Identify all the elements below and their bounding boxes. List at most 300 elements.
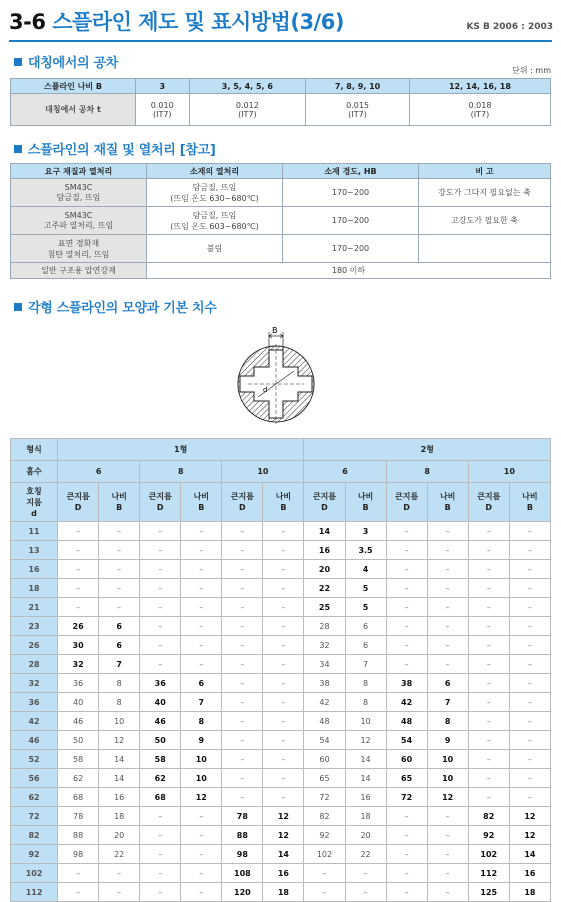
table-cell: 68 <box>58 788 99 807</box>
label-line: d <box>31 508 37 518</box>
table-cell: 4 <box>345 560 386 579</box>
cell-text: (뜨임 온도 603~680℃) <box>170 221 259 231</box>
table-cell: – <box>468 674 509 693</box>
label-line: B <box>198 503 205 512</box>
table-cell: 62 <box>58 769 99 788</box>
table-cell: 72 <box>386 788 427 807</box>
label-line: 나비 <box>357 492 374 501</box>
nominal-diameter-cell: 92 <box>11 845 58 864</box>
table-cell: 68 <box>140 788 181 807</box>
table-cell: – <box>263 560 304 579</box>
major-diameter-header <box>304 483 345 522</box>
label-line: D <box>239 503 246 512</box>
table-row <box>11 560 551 579</box>
label-line: D <box>74 503 82 512</box>
table-cell: – <box>140 826 181 845</box>
count-header: 8 <box>386 461 468 483</box>
tolerance-value: 0.015 <box>346 100 370 110</box>
cell-text: 담금질, 뜨임 <box>192 182 237 192</box>
table-cell: 98 <box>222 845 263 864</box>
table-row <box>11 826 551 845</box>
table-cell: 38 <box>386 674 427 693</box>
table-cell: – <box>468 788 509 807</box>
table-cell: – <box>263 674 304 693</box>
table-cell: 6 <box>345 617 386 636</box>
table-cell: – <box>181 579 222 598</box>
table-cell: 40 <box>58 693 99 712</box>
table-cell: 12 <box>99 731 140 750</box>
table-cell: – <box>509 731 550 750</box>
table-cell: – <box>468 579 509 598</box>
header-cell: 요구 재질과 열처리 <box>11 164 147 179</box>
table-cell: – <box>263 617 304 636</box>
table-cell: – <box>468 655 509 674</box>
tolerance-value: 0.018 <box>468 100 492 110</box>
table-cell: – <box>58 579 99 598</box>
cell-text: 침탄 열처리, 뜨임 <box>47 249 110 259</box>
table-cell: 65 <box>386 769 427 788</box>
table-row <box>11 674 551 693</box>
table-cell: 28 <box>304 617 345 636</box>
table-cell: 10 <box>181 769 222 788</box>
table-cell: – <box>181 883 222 902</box>
nominal-diameter-cell: 21 <box>11 598 58 617</box>
nominal-diameter-cell: 36 <box>11 693 58 712</box>
table-cell: – <box>386 807 427 826</box>
diameter-label: d <box>263 386 268 394</box>
table-cell: – <box>386 598 427 617</box>
table-cell: 58 <box>140 750 181 769</box>
table-cell: – <box>99 864 140 883</box>
table-cell: 170~200 <box>283 235 419 263</box>
table-cell: 12 <box>263 826 304 845</box>
tolerance-value: 0.012 <box>235 100 259 110</box>
table-row <box>11 235 551 263</box>
table-cell: – <box>140 541 181 560</box>
table-cell: 고강도가 필요한 축 <box>419 207 551 235</box>
table-cell: 98 <box>58 845 99 864</box>
table-cell: – <box>304 883 345 902</box>
table-cell <box>147 179 283 207</box>
table-cell: 170~200 <box>283 207 419 235</box>
table-cell: – <box>509 674 550 693</box>
table-cell: 22 <box>99 845 140 864</box>
table-cell: – <box>427 883 468 902</box>
table-cell: – <box>386 617 427 636</box>
table-cell: – <box>468 712 509 731</box>
table-cell: – <box>181 655 222 674</box>
table-cell: 9 <box>427 731 468 750</box>
table-cell: 38 <box>304 674 345 693</box>
table-cell: – <box>222 788 263 807</box>
nominal-diameter-cell: 28 <box>11 655 58 674</box>
label-line: D <box>403 503 410 512</box>
table-cell: – <box>181 807 222 826</box>
table-cell: – <box>222 769 263 788</box>
header-cell: 소재 경도, HB <box>283 164 419 179</box>
table-cell: 6 <box>99 636 140 655</box>
table-cell: 8 <box>427 712 468 731</box>
section-heading-text: 대칭에서의 공차 <box>28 56 119 71</box>
table-cell: – <box>58 598 99 617</box>
table-cell: – <box>509 788 550 807</box>
table-row <box>11 693 551 712</box>
table-row <box>11 164 551 179</box>
table-cell: 6 <box>345 636 386 655</box>
cell-text: 표면 경화재 <box>57 238 100 248</box>
count-header: 8 <box>140 461 222 483</box>
table-cell: – <box>263 598 304 617</box>
table-cell: 32 <box>304 636 345 655</box>
table-cell: – <box>509 560 550 579</box>
table-cell: 12 <box>509 826 550 845</box>
table-cell: – <box>263 636 304 655</box>
table-cell: – <box>427 598 468 617</box>
table-cell: – <box>140 807 181 826</box>
table-cell: – <box>99 579 140 598</box>
table-cell: 34 <box>304 655 345 674</box>
table-cell: 12 <box>427 788 468 807</box>
table-cell: 120 <box>222 883 263 902</box>
label-line: B <box>116 503 123 512</box>
table-cell: 6 <box>99 617 140 636</box>
table-cell: 78 <box>222 807 263 826</box>
table-cell: – <box>222 750 263 769</box>
section-heading-dimensions <box>14 297 217 316</box>
type1-header: 1형 <box>58 439 304 461</box>
square-bullet-icon <box>14 58 22 66</box>
table-cell: – <box>427 655 468 674</box>
table-cell: – <box>263 731 304 750</box>
table-cell: 불림 <box>147 235 283 263</box>
table-cell: – <box>386 522 427 541</box>
table-cell: 42 <box>304 693 345 712</box>
header-cell: 7, 8, 9, 10 <box>306 79 410 94</box>
table-cell: – <box>386 636 427 655</box>
label-line: 큰지름 <box>312 492 337 501</box>
table-cell: 46 <box>58 712 99 731</box>
table-cell: – <box>222 598 263 617</box>
table-cell: – <box>468 541 509 560</box>
table-cell: 강도가 그다지 필요없는 축 <box>419 179 551 207</box>
header-cell: 스플라인 나비 B <box>11 79 136 94</box>
table-cell: 5 <box>345 598 386 617</box>
table-cell: 18 <box>99 807 140 826</box>
table-cell: 16 <box>345 788 386 807</box>
table-cell: 58 <box>58 750 99 769</box>
table-cell: 60 <box>386 750 427 769</box>
table-cell: – <box>140 655 181 674</box>
table-cell: – <box>263 712 304 731</box>
table-cell: – <box>263 750 304 769</box>
label-line: D <box>485 503 493 512</box>
table-cell: 108 <box>222 864 263 883</box>
table-cell: 42 <box>386 693 427 712</box>
table-cell: 112 <box>468 864 509 883</box>
table-cell: – <box>263 579 304 598</box>
table-cell: – <box>468 731 509 750</box>
table-cell: 20 <box>304 560 345 579</box>
header-cell: 3, 5, 4, 5, 6 <box>189 79 306 94</box>
square-bullet-icon <box>14 145 22 153</box>
table-cell: – <box>386 560 427 579</box>
cell-text: SM43C <box>64 210 93 220</box>
label-line: 큰지름 <box>230 492 254 501</box>
table-cell: – <box>386 883 427 902</box>
table-row <box>11 712 551 731</box>
label-line: 지름 <box>26 497 42 507</box>
table-cell: 36 <box>58 674 99 693</box>
table-cell: – <box>345 864 386 883</box>
nominal-diameter-cell: 112 <box>11 883 58 902</box>
table-cell: 12 <box>181 788 222 807</box>
table-cell: 14 <box>263 845 304 864</box>
table-cell: 8 <box>345 693 386 712</box>
section-heading-text: 각형 스플라인의 모양과 기본 치수 <box>28 301 217 316</box>
table-cell: 180 이하 <box>147 263 551 279</box>
table-cell: 40 <box>140 693 181 712</box>
table-cell: – <box>509 750 550 769</box>
section-heading-text: 스플라인의 재질 및 열처리 [참고] <box>28 143 216 158</box>
table-cell: 일반 구조용 압연강재 <box>11 263 147 279</box>
major-diameter-header <box>386 483 427 522</box>
table-cell: – <box>140 864 181 883</box>
label-line: B <box>280 503 287 512</box>
table-cell: – <box>386 845 427 864</box>
nominal-diameter-cell: 52 <box>11 750 58 769</box>
table-cell: 14 <box>345 750 386 769</box>
table-cell: – <box>427 864 468 883</box>
table-cell: – <box>427 807 468 826</box>
width-header <box>509 483 550 522</box>
table-row <box>11 598 551 617</box>
table-cell: 82 <box>468 807 509 826</box>
table-cell: – <box>468 769 509 788</box>
table-cell: – <box>509 617 550 636</box>
row-label: 대칭에서 공차 t <box>11 94 136 126</box>
spline-cross-section-diagram <box>236 322 316 432</box>
table-cell <box>409 94 550 126</box>
table-cell: 50 <box>140 731 181 750</box>
table-cell: 88 <box>222 826 263 845</box>
label-line: 나비 <box>522 492 538 501</box>
table-cell: 14 <box>99 769 140 788</box>
table-row <box>11 541 551 560</box>
table-cell: – <box>140 883 181 902</box>
table-cell: – <box>58 541 99 560</box>
table-row <box>11 883 551 902</box>
table-cell: 3 <box>345 522 386 541</box>
table-row <box>11 461 551 483</box>
table-cell: – <box>99 560 140 579</box>
table-cell <box>11 207 147 235</box>
table-cell: – <box>140 579 181 598</box>
table-cell: – <box>263 655 304 674</box>
table-cell: – <box>509 522 550 541</box>
table-cell: 6 <box>427 674 468 693</box>
table-cell: – <box>99 883 140 902</box>
label-line: 나비 <box>275 492 292 501</box>
table-cell: 10 <box>427 769 468 788</box>
table-cell: 78 <box>58 807 99 826</box>
nominal-diameter-cell: 18 <box>11 579 58 598</box>
header-cell: 12, 14, 16, 18 <box>409 79 550 94</box>
table-cell: – <box>263 693 304 712</box>
table-cell: 14 <box>304 522 345 541</box>
table-cell: – <box>222 693 263 712</box>
table-cell: – <box>468 636 509 655</box>
table-cell: 12 <box>509 807 550 826</box>
table-cell: 22 <box>345 845 386 864</box>
table-cell: – <box>222 712 263 731</box>
label-line: 나비 <box>439 492 456 501</box>
table-row <box>11 617 551 636</box>
table-cell: – <box>427 560 468 579</box>
table-cell: – <box>386 864 427 883</box>
section-heading-material <box>14 139 216 158</box>
title-text: 스플라인 제도 및 표시방법(3/6) <box>52 10 344 34</box>
table-cell <box>189 94 306 126</box>
table-cell: 7 <box>99 655 140 674</box>
table-cell: – <box>345 883 386 902</box>
table-row <box>11 522 551 541</box>
table-cell: – <box>181 560 222 579</box>
table-cell: – <box>509 712 550 731</box>
standard-code: KS B 2006 : 2003 <box>466 22 553 32</box>
table-row <box>11 79 551 94</box>
table-cell: – <box>99 522 140 541</box>
table-cell: 125 <box>468 883 509 902</box>
table-cell: 30 <box>58 636 99 655</box>
nominal-diameter-cell: 102 <box>11 864 58 883</box>
table-cell: – <box>468 750 509 769</box>
tolerance-table <box>10 78 551 126</box>
table-cell: – <box>58 864 99 883</box>
table-cell: – <box>427 541 468 560</box>
table-cell <box>11 235 147 263</box>
table-cell: 10 <box>345 712 386 731</box>
table-cell: 8 <box>181 712 222 731</box>
label-line: 나비 <box>111 492 127 501</box>
table-cell: 36 <box>140 674 181 693</box>
table-cell: – <box>140 522 181 541</box>
table-cell: 82 <box>304 807 345 826</box>
label-line: B <box>444 503 451 512</box>
table-cell: 102 <box>468 845 509 864</box>
table-cell: 10 <box>99 712 140 731</box>
table-cell: – <box>140 560 181 579</box>
table-cell: – <box>509 541 550 560</box>
table-cell: 62 <box>140 769 181 788</box>
table-cell: – <box>58 883 99 902</box>
table-cell: 25 <box>304 598 345 617</box>
table-cell: 20 <box>345 826 386 845</box>
table-cell: – <box>468 522 509 541</box>
table-cell <box>419 235 551 263</box>
table-cell: – <box>386 826 427 845</box>
table-cell: 60 <box>304 750 345 769</box>
table-cell: 7 <box>181 693 222 712</box>
width-header <box>99 483 140 522</box>
table-cell: – <box>509 636 550 655</box>
table-cell: – <box>263 788 304 807</box>
table-row <box>11 94 551 126</box>
tolerance-grade: (IT7) <box>152 109 172 119</box>
table-row <box>11 179 551 207</box>
table-cell: – <box>181 636 222 655</box>
table-cell: 170~200 <box>283 179 419 207</box>
table-cell: – <box>509 693 550 712</box>
unit-label: 단위 : mm <box>512 66 551 75</box>
table-row <box>11 263 551 279</box>
count-header: 6 <box>58 461 140 483</box>
tolerance-grade: (IT7) <box>470 109 490 119</box>
table-cell: – <box>222 541 263 560</box>
width-header <box>263 483 304 522</box>
table-cell: 88 <box>58 826 99 845</box>
table-cell: 26 <box>58 617 99 636</box>
table-cell: – <box>222 636 263 655</box>
tolerance-grade: (IT7) <box>238 109 257 119</box>
width-label: B <box>272 326 278 335</box>
label-line: D <box>156 503 164 512</box>
table-cell: 14 <box>509 845 550 864</box>
spline-dimension-table <box>10 438 551 902</box>
nominal-diameter-cell: 23 <box>11 617 58 636</box>
table-cell: – <box>509 655 550 674</box>
table-row <box>11 788 551 807</box>
table-cell: 72 <box>304 788 345 807</box>
cell-text: SM43C <box>64 182 93 192</box>
table-row <box>11 483 551 522</box>
label-line: 큰지름 <box>477 492 501 501</box>
table-cell: 65 <box>304 769 345 788</box>
table-cell: – <box>58 522 99 541</box>
table-cell: – <box>181 617 222 636</box>
table-cell: 32 <box>58 655 99 674</box>
width-header <box>345 483 386 522</box>
label-line: 큰지름 <box>395 492 419 501</box>
table-cell: 14 <box>99 750 140 769</box>
section-heading-tolerance <box>14 52 118 71</box>
table-cell: – <box>222 560 263 579</box>
table-cell: – <box>222 731 263 750</box>
table-cell: 10 <box>181 750 222 769</box>
header-cell: 3 <box>136 79 190 94</box>
table-cell: – <box>181 598 222 617</box>
table-cell: – <box>140 845 181 864</box>
width-header <box>181 483 222 522</box>
table-cell <box>147 207 283 235</box>
cell-text: (뜨임 온도 630~680℃) <box>170 193 259 203</box>
table-cell: – <box>222 617 263 636</box>
nominal-diameter-cell: 46 <box>11 731 58 750</box>
table-cell: 92 <box>468 826 509 845</box>
nominal-diameter-cell: 11 <box>11 522 58 541</box>
nominal-diameter-cell: 16 <box>11 560 58 579</box>
nominal-diameter-cell: 42 <box>11 712 58 731</box>
table-cell: – <box>99 541 140 560</box>
material-table <box>10 163 551 279</box>
table-cell: – <box>140 617 181 636</box>
nominal-diameter-cell: 32 <box>11 674 58 693</box>
nominal-diameter-cell: 26 <box>11 636 58 655</box>
table-cell: 9 <box>181 731 222 750</box>
table-cell: 12 <box>345 731 386 750</box>
label-line: 큰지름 <box>148 492 172 501</box>
table-cell: – <box>58 560 99 579</box>
width-header <box>427 483 468 522</box>
